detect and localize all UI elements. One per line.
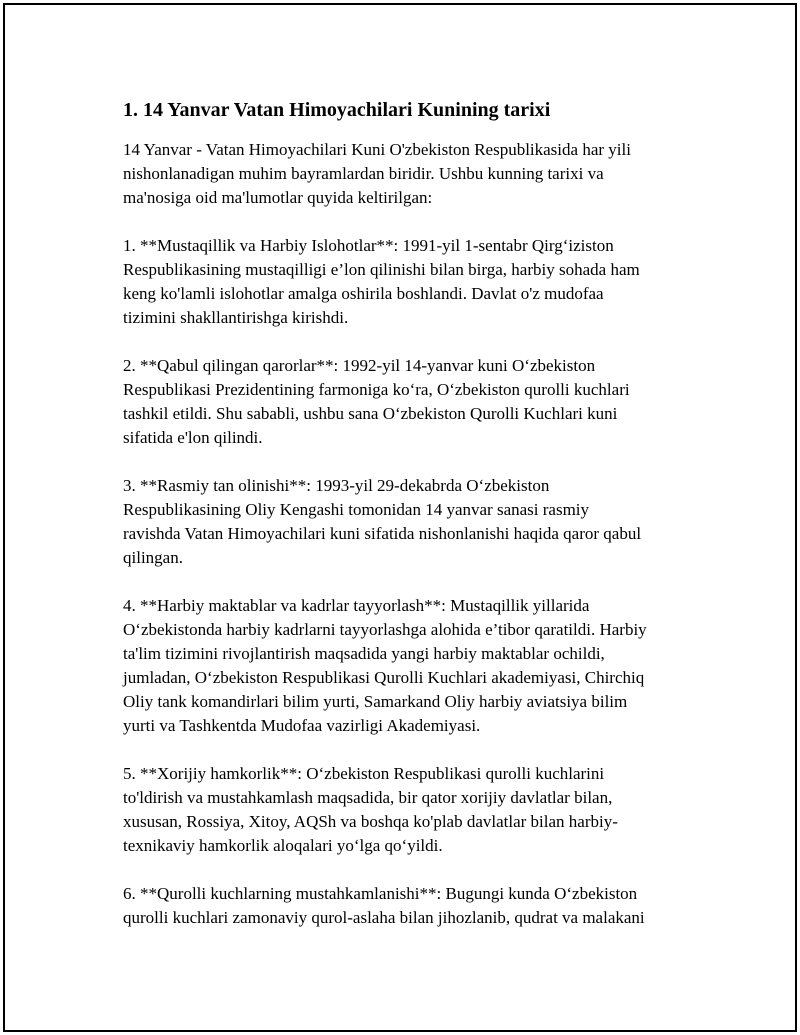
paragraph-line: 6. **Qurolli kuchlarning mustahkamlanishi**: Bugungi kunda O‘zbekiston [123, 884, 638, 903]
paragraph [123, 762, 703, 858]
paragraph [123, 594, 703, 738]
paragraph [123, 474, 703, 570]
document-heading: 1. 14 Yanvar Vatan Himoyachilari Kunining tarixi [123, 99, 551, 121]
paragraph-line: 1. **Mustaqillik va Harbiy Islohotlar**: 1991-yil 1-sentabr Qirg‘iziston [123, 236, 614, 255]
paragraph [123, 138, 703, 210]
paragraph-line: qurolli kuchlari zamonaviy qurol-aslaha bilan jihozlanib, qudrat va malakani [123, 908, 645, 927]
paragraph-line: Respublikasining mustaqilligi e’lon qilinishi bilan birga, harbiy sohada ham [123, 260, 640, 279]
document-body [123, 138, 703, 930]
paragraph [123, 234, 703, 330]
paragraph [123, 354, 703, 450]
paragraph-line: 4. **Harbiy maktablar va kadrlar tayyorlash**: Mustaqillik yillarida [123, 596, 590, 615]
paragraph-line: Respublikasining Oliy Kengashi tomonidan 14 yanvar sanasi rasmiy [123, 500, 590, 519]
paragraph-line: Respublikasi Prezidentining farmoniga ko‘ra, O‘zbekiston qurolli kuchlari [123, 380, 630, 399]
paragraph-line: jumladan, O‘zbekiston Respublikasi Qurolli Kuchlari akademiyasi, Chirchiq [123, 668, 645, 687]
paragraph-line: O‘zbekistonda harbiy kadrlarni tayyorlashga alohida e’tibor qaratildi. Harbiy [123, 620, 647, 639]
paragraph-line: to'ldirish va mustahkamlash maqsadida, bir qator xorijiy davlatlar bilan, [123, 788, 613, 807]
paragraph-line: nishonlanadigan muhim bayramlardan biridir. Ushbu kunning tarixi va [123, 164, 604, 183]
paragraph-line: 3. **Rasmiy tan olinishi**: 1993-yil 29-dekabrda O‘zbekiston [123, 476, 550, 495]
document-content [123, 97, 703, 930]
paragraph-line: texnikaviy hamkorlik aloqalari yo‘lga qo‘yildi. [123, 836, 443, 855]
paragraph-line: Oliy tank komandirlari bilim yurti, Samarkand Oliy harbiy aviatsiya bilim [123, 692, 628, 711]
paragraph [123, 882, 703, 930]
paragraph-line: qilingan. [123, 548, 183, 567]
paragraph-line: ta'lim tizimini rivojlantirish maqsadida yangi harbiy maktablar ochildi, [123, 644, 605, 663]
paragraph-line: xususan, Rossiya, Xitoy, AQSh va boshqa ko'plab davlatlar bilan harbiy- [123, 812, 618, 831]
paragraph-line: tizimini shakllantirishga kirishdi. [123, 308, 349, 327]
paragraph-line: 14 Yanvar - Vatan Himoyachilari Kuni O'zbekiston Respublikasida har yili [123, 140, 631, 159]
paragraph-line: yurti va Tashkentda Mudofaa vazirligi Akademiyasi. [123, 716, 481, 735]
page-border [3, 3, 797, 1032]
paragraph-line: tashkil etildi. Shu sababli, ushbu sana O‘zbekiston Qurolli Kuchlari kuni [123, 404, 618, 423]
paragraph-line: ma'nosiga oid ma'lumotlar quyida keltirilgan: [123, 188, 433, 207]
paragraph-line: 5. **Xorijiy hamkorlik**: O‘zbekiston Respublikasi qurolli kuchlarini [123, 764, 605, 783]
paragraph-line: 2. **Qabul qilingan qarorlar**: 1992-yil 14-yanvar kuni O‘zbekiston [123, 356, 596, 375]
paragraph-line: keng ko'lamli islohotlar amalga oshirila boshlandi. Davlat o'z mudofaa [123, 284, 604, 303]
paragraph-line: sifatida e'lon qilindi. [123, 428, 263, 447]
paragraph-line: ravishda Vatan Himoyachilari kuni sifatida nishonlanishi haqida qaror qabul [123, 524, 642, 543]
